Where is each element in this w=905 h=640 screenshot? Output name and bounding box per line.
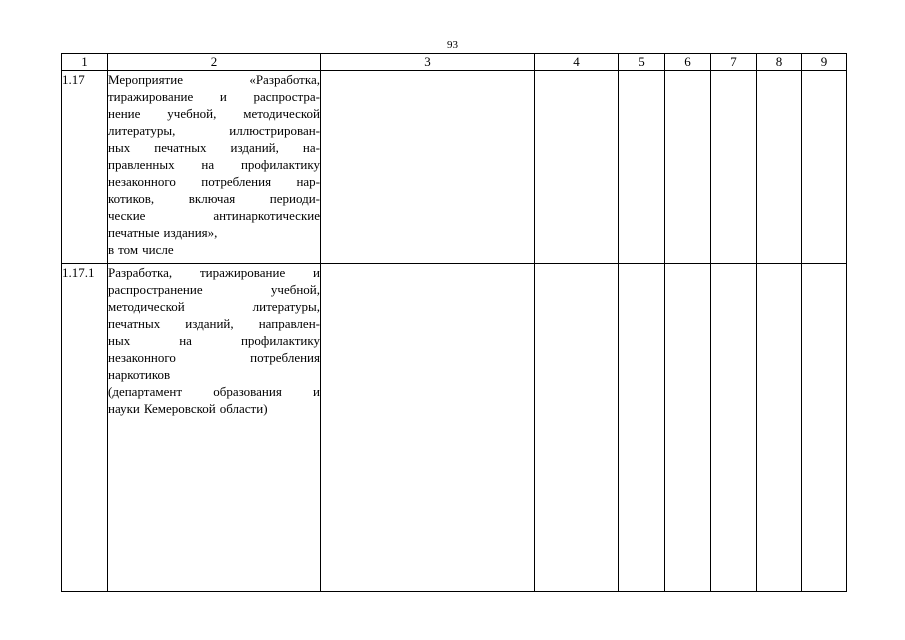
description-word: незаконного [108,350,176,365]
description-word: распростра- [253,89,320,104]
description-lines [108,264,320,417]
description-word: правленных [108,157,175,172]
table-row [62,264,847,592]
cell-col-3 [321,264,535,592]
description-word: нар- [296,174,320,189]
description-line [108,88,320,105]
description-line [108,241,320,258]
description-word: потребления [250,350,320,365]
column-header-4: 4 [535,54,619,71]
description-word: науки [108,401,140,416]
description-lines [108,71,320,258]
description-word: числе [142,242,174,257]
description-line [108,173,320,190]
description-word: Кемеровской [143,401,216,416]
column-header-9: 9 [802,54,847,71]
description-word: методической [108,299,185,314]
description-word: «Разработка, [249,72,320,87]
description-word: образования [213,384,282,399]
description-word: в [108,242,115,257]
cell-col-5 [619,264,665,592]
description-line [108,190,320,207]
description-line [108,349,320,366]
description-word: печатных [108,316,161,331]
description-word: периоди- [269,191,320,206]
description-line [108,156,320,173]
row-description [108,264,321,592]
description-line [108,315,320,332]
description-line [108,332,320,349]
description-word: антинаркотические [213,208,320,223]
column-header-7: 7 [711,54,757,71]
description-word: учебной, [270,282,320,297]
description-word: том [118,242,139,257]
description-word: нение [108,106,141,121]
cell-col-6 [665,264,711,592]
row-number: 1.17.1 [62,264,108,592]
description-word: на [201,157,215,172]
description-word: ных [108,140,131,155]
cell-col-7 [711,71,757,264]
page-number: 93 [447,39,458,51]
cell-col-9 [802,264,847,592]
description-word: на- [302,140,320,155]
description-line [108,207,320,224]
description-word: изданий, [230,140,279,155]
description-word: печатных [154,140,207,155]
description-word: распространение [108,282,203,297]
column-header-6: 6 [665,54,711,71]
cell-col-3 [321,71,535,264]
column-header-8: 8 [757,54,802,71]
cell-col-4 [535,71,619,264]
description-line [108,298,320,315]
description-word: и [313,384,320,399]
description-line [108,400,320,417]
description-word: потребления [201,174,272,189]
description-word: Разработка, [108,265,173,280]
description-line [108,122,320,139]
column-header-1: 1 [62,54,108,71]
description-word: и [313,265,320,280]
description-line [108,264,320,281]
description-word: издания», [163,225,218,240]
description-word: Мероприятие [108,72,183,87]
description-line [108,383,320,400]
cell-col-4 [535,264,619,592]
cell-col-5 [619,71,665,264]
description-word: изданий, [185,316,234,331]
column-header-3: 3 [321,54,535,71]
description-word: включая [188,191,236,206]
description-word: профилактику [240,157,320,172]
column-header-2: 2 [108,54,321,71]
cell-col-8 [757,264,802,592]
description-line [108,224,320,241]
cell-col-6 [665,71,711,264]
description-word: методической [243,106,320,121]
description-word: печатные [108,225,160,240]
description-word: литературы, [108,123,176,138]
description-word: учебной, [167,106,217,121]
description-line [108,105,320,122]
description-word: ных [108,333,131,348]
cell-col-9 [802,71,847,264]
row-description [108,71,321,264]
description-word: ческие [108,208,146,223]
description-line [108,281,320,298]
cell-col-8 [757,71,802,264]
description-line [108,71,320,88]
description-word: тиражирование [199,265,286,280]
description-word: на [179,333,192,348]
description-word: (департамент [108,384,183,399]
description-word: литературы, [252,299,320,314]
column-header-5: 5 [619,54,665,71]
description-word: области) [219,401,268,416]
description-word: направлен- [258,316,320,331]
program-table [61,53,847,592]
description-line [108,139,320,156]
description-word: котиков, [108,191,155,206]
description-word: незаконного [108,174,176,189]
description-word: тиражирование [108,89,194,104]
row-number: 1.17 [62,71,108,264]
table-row [62,71,847,264]
description-word: иллюстрирован- [229,123,320,138]
header-row [62,54,847,71]
description-word: наркотиков [108,367,171,382]
cell-col-7 [711,264,757,592]
description-word: профилактику [240,333,320,348]
description-word: и [219,89,227,104]
description-line [108,366,320,383]
